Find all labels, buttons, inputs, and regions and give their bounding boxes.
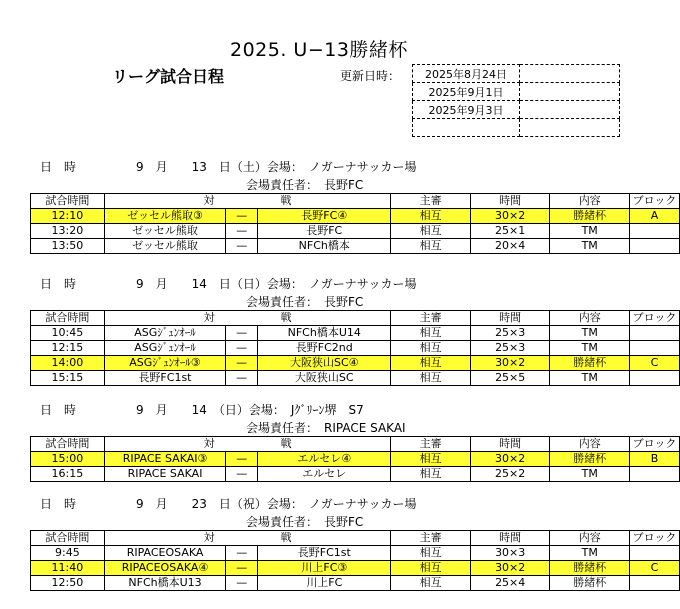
col-header-referee: 主審	[391, 531, 470, 546]
section-manager-line: 会場責任者： RIPACE SAKAI	[246, 421, 406, 435]
referee: 相互	[391, 224, 470, 239]
block	[629, 326, 679, 341]
versus-dash: —	[226, 546, 258, 561]
col-header-match: 対 戦	[104, 437, 391, 452]
match-duration: 25×4	[470, 576, 550, 591]
document-subtitle: リーグ試合日程	[112, 67, 225, 86]
away-team: 川上FC③	[258, 561, 391, 576]
home-team: RIPACE SAKAI	[104, 467, 226, 482]
match-type: TM	[550, 371, 630, 386]
schedule-table	[30, 530, 680, 591]
col-header-duration: 時間	[470, 194, 550, 209]
home-team: RIPACEOSAKA	[104, 546, 226, 561]
table-row	[31, 576, 680, 591]
match-type: 勝緒杯	[550, 576, 630, 591]
update-date	[413, 119, 520, 137]
away-team: NFCh橋本U14	[258, 326, 391, 341]
table-header-row	[31, 437, 680, 452]
block: B	[629, 452, 679, 467]
home-team: RIPACE SAKAI③	[104, 452, 226, 467]
versus-dash: —	[226, 356, 258, 371]
away-team: NFCh橋本	[258, 239, 391, 254]
table-header-row	[31, 311, 680, 326]
match-time: 12:50	[31, 576, 105, 591]
block	[629, 224, 679, 239]
versus-dash: —	[226, 467, 258, 482]
block	[629, 371, 679, 386]
versus-dash: —	[226, 371, 258, 386]
table-header-row	[31, 531, 680, 546]
block	[630, 546, 680, 561]
match-duration: 30×2	[470, 561, 550, 576]
match-time: 13:20	[31, 224, 105, 239]
block	[629, 341, 679, 356]
home-team: ゼッセル熊取	[104, 224, 226, 239]
referee: 相互	[391, 326, 470, 341]
match-type: TM	[550, 546, 630, 561]
update-note	[520, 119, 620, 137]
block	[629, 239, 679, 254]
col-header-duration: 時間	[470, 531, 550, 546]
col-header-time: 試合時間	[31, 311, 105, 326]
match-duration: 30×2	[470, 356, 550, 371]
match-type: TM	[550, 326, 630, 341]
section-date-line: 日 時 9 月 14 日（日）会場： ノガーナサッカー場	[40, 277, 417, 291]
col-header-referee: 主審	[391, 437, 470, 452]
col-header-duration: 時間	[470, 311, 550, 326]
home-team: ASGｼﾞｭﾝｵｰﾙ	[104, 326, 226, 341]
match-duration: 30×3	[470, 546, 550, 561]
match-type: TM	[550, 239, 630, 254]
match-duration: 25×5	[470, 371, 550, 386]
table-row	[31, 561, 680, 576]
versus-dash: —	[226, 341, 258, 356]
home-team: ゼッセル熊取	[104, 239, 226, 254]
home-team: NFCh橋本U13	[104, 576, 226, 591]
match-duration: 20×4	[470, 239, 550, 254]
col-header-block: ブロック	[629, 194, 679, 209]
col-header-block: ブロック	[629, 437, 679, 452]
home-team: 長野FC1st	[104, 371, 226, 386]
referee: 相互	[391, 356, 470, 371]
col-header-referee: 主審	[391, 311, 470, 326]
match-type: 勝緒杯	[550, 209, 630, 224]
away-team: 長野FC1st	[258, 546, 391, 561]
table-row	[31, 326, 680, 341]
match-type: 勝緒杯	[550, 561, 630, 576]
schedule-table	[30, 436, 680, 482]
referee: 相互	[391, 561, 470, 576]
update-date-table	[412, 64, 620, 137]
block: C	[629, 356, 679, 371]
referee: 相互	[391, 467, 470, 482]
versus-dash: —	[226, 326, 258, 341]
block: A	[629, 209, 679, 224]
away-team: 長野FC	[258, 224, 391, 239]
col-header-duration: 時間	[470, 437, 550, 452]
match-type: TM	[550, 341, 630, 356]
col-header-type: 内容	[550, 531, 630, 546]
update-date: 2025年9月3日	[413, 101, 520, 119]
schedule-table	[30, 193, 680, 254]
section-date-line: 日 時 9 月 13 日（土）会場： ノガーナサッカー場	[40, 160, 417, 174]
col-header-block: ブロック	[630, 531, 680, 546]
referee: 相互	[391, 576, 470, 591]
referee: 相互	[391, 452, 470, 467]
col-header-block: ブロック	[629, 311, 679, 326]
col-header-match: 対 戦	[104, 531, 391, 546]
section-manager-line: 会場責任者： 長野FC	[246, 295, 364, 309]
away-team: 大阪狭山SC	[258, 371, 391, 386]
match-duration: 25×3	[470, 326, 550, 341]
section-date-line: 日 時 9 月 14 （日）会場： Jｸﾞﾘｰﾝ堺 S7	[40, 403, 364, 417]
match-time: 12:10	[31, 209, 105, 224]
match-time: 11:40	[31, 561, 105, 576]
away-team: 川上FC	[258, 576, 391, 591]
referee: 相互	[391, 341, 470, 356]
col-header-match: 対 戦	[104, 311, 391, 326]
match-type: TM	[550, 467, 630, 482]
update-label: 更新日時：	[340, 69, 401, 83]
away-team: エルセレ	[258, 467, 391, 482]
match-time: 12:15	[31, 341, 105, 356]
table-row	[31, 452, 680, 467]
away-team: 長野FC2nd	[258, 341, 391, 356]
update-date: 2025年9月1日	[413, 83, 520, 101]
col-header-match: 対 戦	[104, 194, 391, 209]
col-header-type: 内容	[550, 311, 630, 326]
col-header-referee: 主審	[391, 194, 470, 209]
match-time: 13:50	[31, 239, 105, 254]
referee: 相互	[391, 209, 470, 224]
match-time: 14:00	[31, 356, 105, 371]
referee: 相互	[391, 546, 470, 561]
match-type: TM	[550, 224, 630, 239]
section-manager-line: 会場責任者： 長野FC	[246, 178, 364, 192]
update-note	[520, 83, 620, 101]
update-note	[520, 101, 620, 119]
home-team: RIPACEOSAKA④	[104, 561, 226, 576]
versus-dash: —	[226, 576, 258, 591]
home-team: ASGｼﾞｭﾝｵｰﾙ③	[104, 356, 226, 371]
table-row	[31, 209, 680, 224]
col-header-type: 内容	[550, 194, 630, 209]
col-header-type: 内容	[550, 437, 630, 452]
home-team: ASGｼﾞｭﾝｵｰﾙ	[104, 341, 226, 356]
match-time: 15:15	[31, 371, 105, 386]
match-duration: 30×2	[470, 209, 550, 224]
versus-dash: —	[226, 239, 258, 254]
table-row	[31, 467, 680, 482]
match-type: 勝緒杯	[550, 452, 630, 467]
referee: 相互	[391, 239, 470, 254]
document-title: 2025. U−13勝緒杯	[230, 39, 408, 61]
table-row	[31, 371, 680, 386]
match-time: 9:45	[31, 546, 105, 561]
versus-dash: —	[226, 224, 258, 239]
col-header-time: 試合時間	[31, 437, 105, 452]
match-duration: 25×1	[470, 224, 550, 239]
referee: 相互	[391, 371, 470, 386]
away-team: 大阪狭山SC④	[258, 356, 391, 371]
col-header-time: 試合時間	[31, 531, 105, 546]
table-row	[31, 224, 680, 239]
table-row	[31, 239, 680, 254]
match-duration: 25×2	[470, 467, 550, 482]
col-header-time: 試合時間	[31, 194, 105, 209]
match-time: 16:15	[31, 467, 105, 482]
versus-dash: —	[226, 452, 258, 467]
section-manager-line: 会場責任者： 長野FC	[246, 515, 364, 529]
match-duration: 30×2	[470, 452, 550, 467]
versus-dash: —	[226, 561, 258, 576]
away-team: 長野FC④	[258, 209, 391, 224]
match-duration: 25×3	[470, 341, 550, 356]
match-type: 勝緒杯	[550, 356, 630, 371]
away-team: エルセレ④	[258, 452, 391, 467]
update-note	[520, 65, 620, 83]
table-header-row	[31, 194, 680, 209]
match-time: 10:45	[31, 326, 105, 341]
update-date: 2025年8月24日	[413, 65, 520, 83]
table-row	[31, 546, 680, 561]
block: C	[630, 561, 680, 576]
block	[630, 576, 680, 591]
table-row	[31, 341, 680, 356]
block	[629, 467, 679, 482]
versus-dash: —	[226, 209, 258, 224]
table-row	[31, 356, 680, 371]
section-date-line: 日 時 9 月 23 日（祝）会場： ノガーナサッカー場	[40, 497, 417, 511]
schedule-table	[30, 310, 680, 386]
match-time: 15:00	[31, 452, 105, 467]
home-team: ゼッセル熊取③	[104, 209, 226, 224]
